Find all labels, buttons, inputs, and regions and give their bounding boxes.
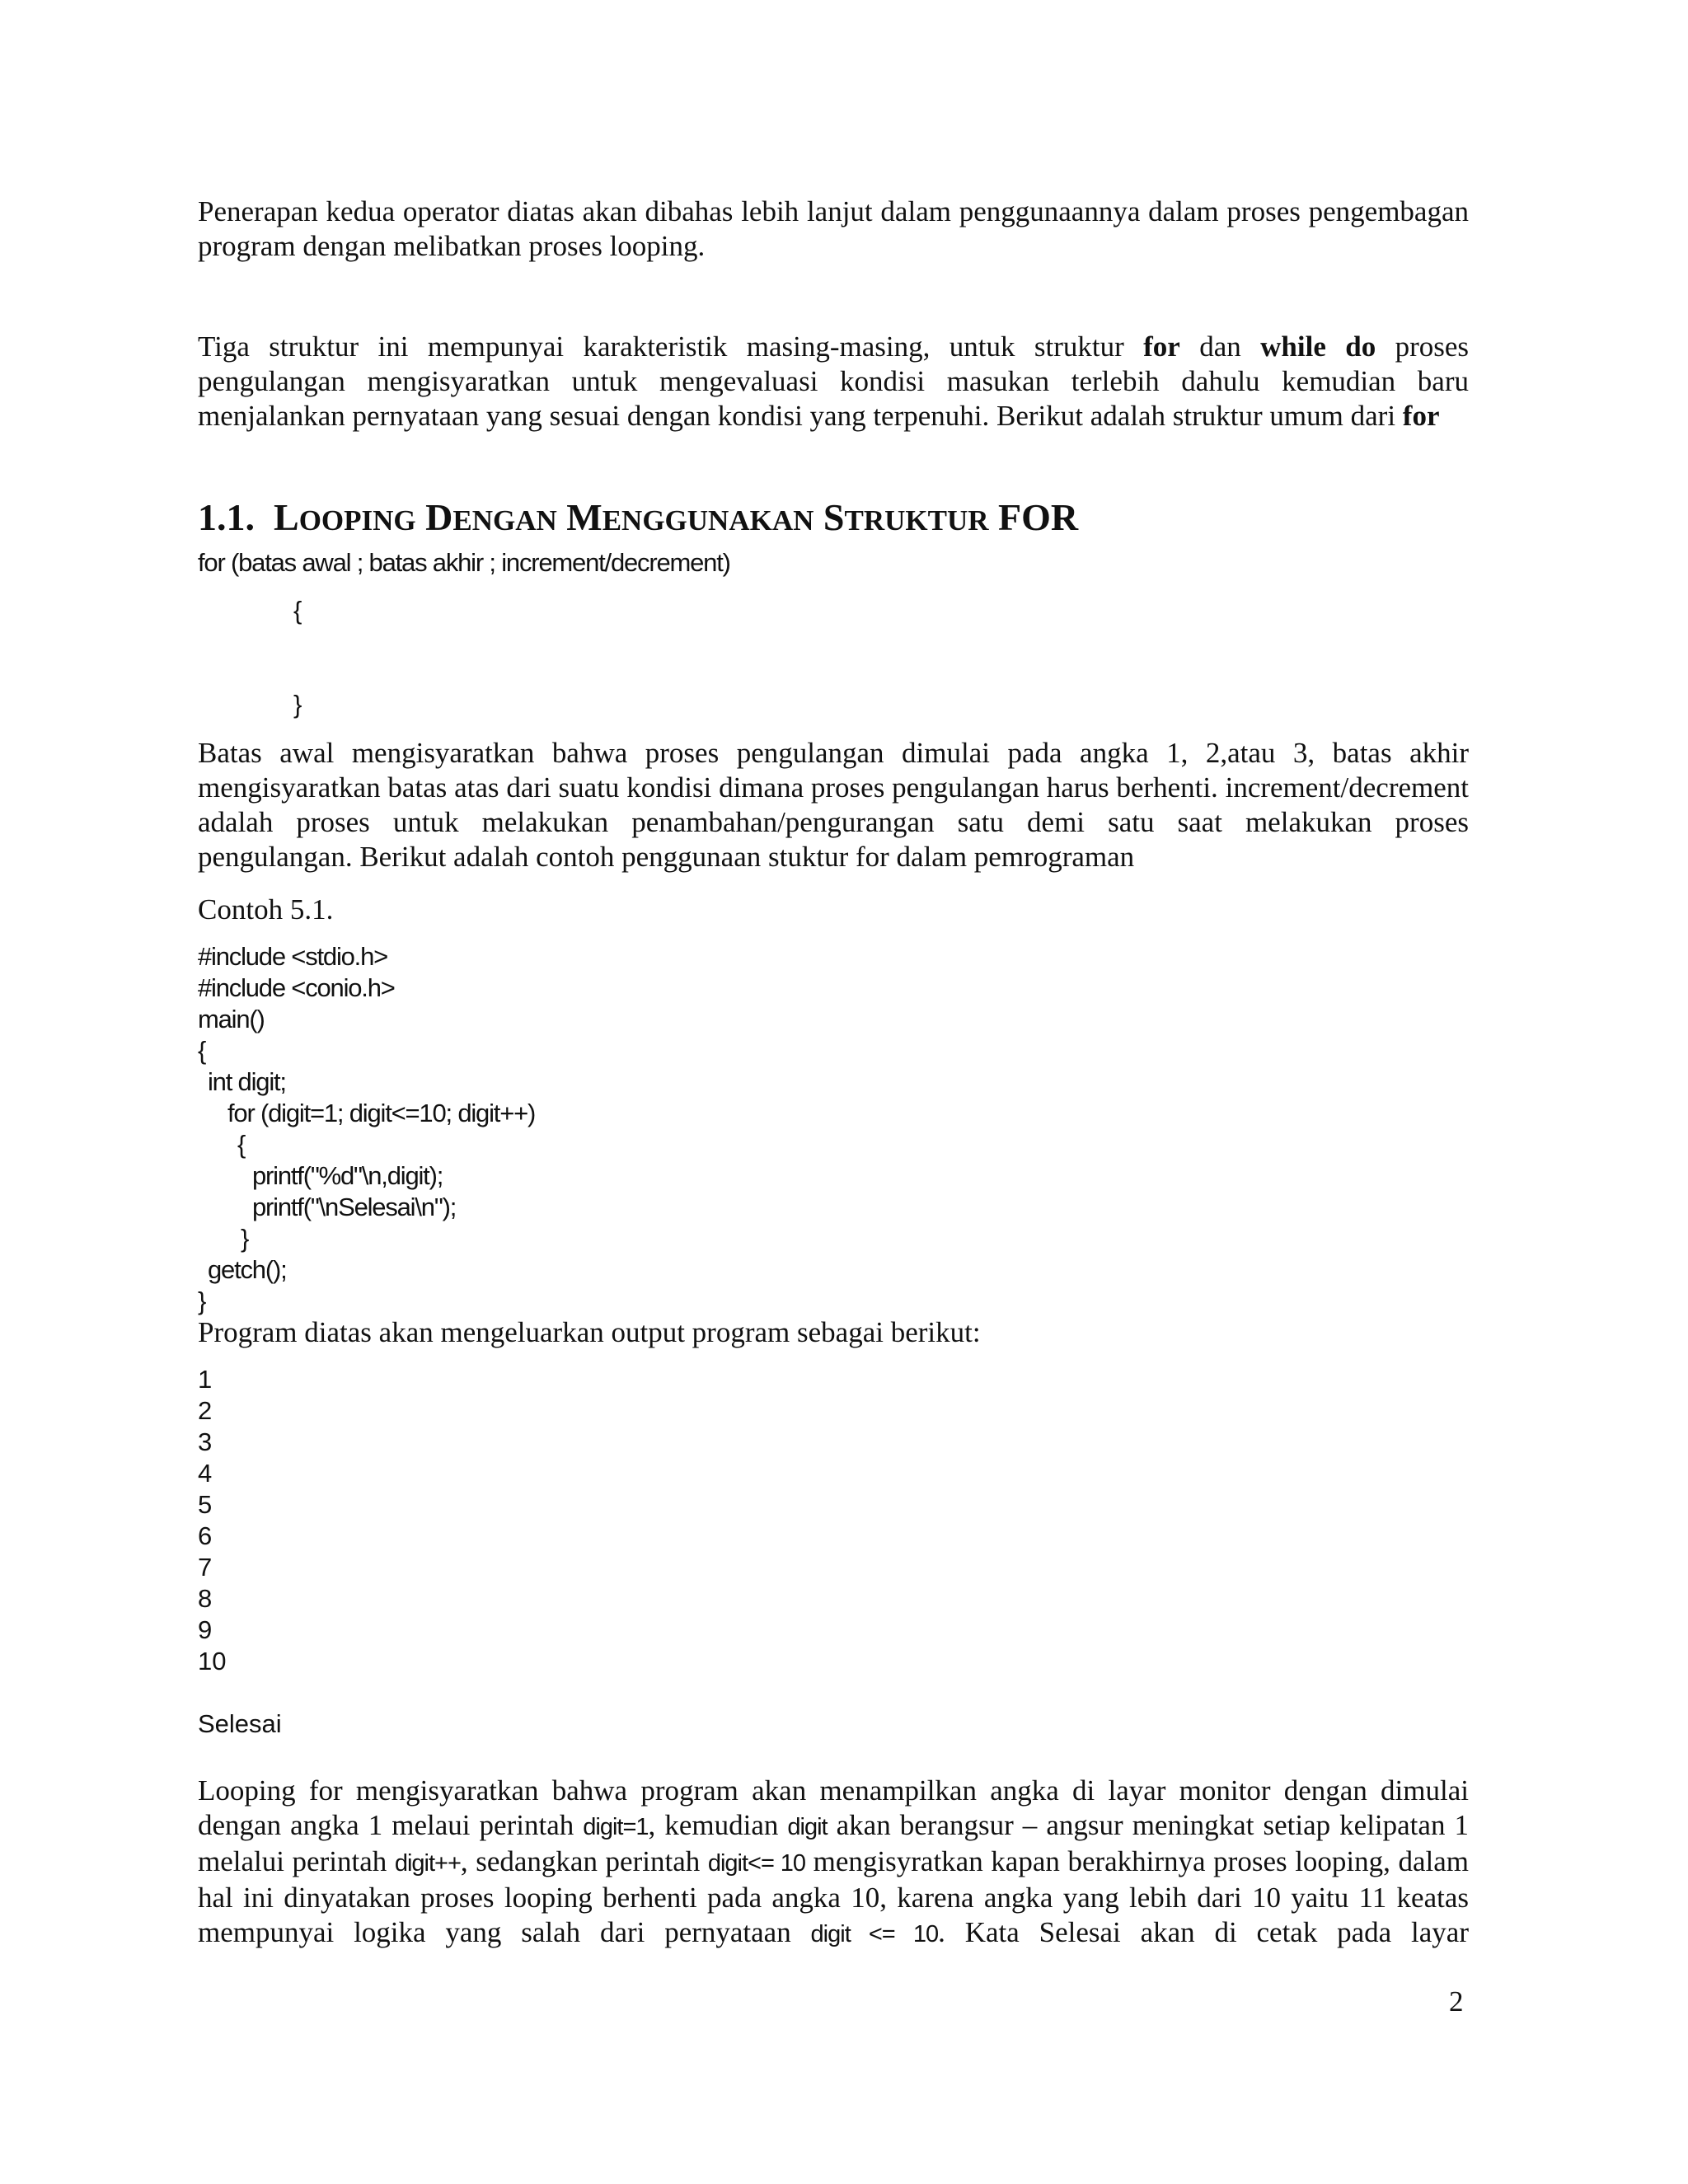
code-line: printf("\nSelesai\n");	[252, 1193, 457, 1221]
code-line: for (digit=1; digit<=10; digit++)	[227, 1099, 536, 1127]
keyword-for: for	[1143, 330, 1180, 363]
output-line: 5	[198, 1490, 213, 1519]
structures-text-1: Tiga struktur ini mempunyai karakteristik masing-masing, untuk struktur	[198, 330, 1144, 363]
output-line: 4	[198, 1459, 213, 1488]
syntax-close-brace: }	[293, 690, 302, 719]
code-line: {	[198, 1036, 206, 1065]
output-line: 9	[198, 1615, 213, 1644]
structures-paragraph	[198, 330, 1469, 434]
code-line: #include <conio.h>	[198, 973, 395, 1002]
code-line: #include <stdio.h>	[198, 942, 388, 971]
code-line: main()	[198, 1005, 265, 1033]
syntax-open-brace: {	[293, 596, 302, 625]
keyword-for-end: for	[1402, 400, 1440, 432]
heading-word-looping: LOOPING	[274, 496, 416, 538]
heading-word-dengan: DENGAN	[425, 496, 557, 538]
page-number: 2	[1449, 1985, 1464, 2018]
code-line: getch();	[208, 1255, 287, 1284]
output-done: Selesai	[198, 1709, 282, 1738]
example-label: Contoh 5.1.	[198, 893, 334, 926]
structures-text-2: dan	[1179, 330, 1261, 363]
output-line: 8	[198, 1584, 213, 1613]
explanation-paragraph: Batas awal mengisyaratkan bahwa proses pengulangan dimulai pada angka 1, 2,atau 3, batas akhir mengisyaratkan batas atas dari suatu kondisi dimana proses pengulangan harus berhenti. increment/decrement adalah proses untuk melakukan penambahan/pengurangan satu demi satu saat melakukan proses pengulangan. Berikut adalah contoh penggunaan stuktur for dalam pemrograman	[198, 737, 1469, 873]
section-heading	[198, 494, 1078, 544]
output-line: 6	[198, 1521, 213, 1550]
code-digit-le-10-b: digit <= 10	[810, 1921, 939, 1947]
output-line: 1	[198, 1365, 213, 1394]
intro-paragraph: Penerapan kedua operator diatas akan dibahas lebih lanjut dalam penggunaannya dalam proses pengembagan program dengan melibatkan proses looping.	[198, 195, 1469, 262]
output-line: 2	[198, 1396, 213, 1425]
heading-word-struktur: STRUKTUR	[823, 496, 989, 538]
code-line: int digit;	[208, 1067, 286, 1096]
heading-word-for: FOR	[998, 496, 1079, 538]
structures-text-3: proses pengulangan mengisyaratkan untuk mengevaluasi kondisi masukan terlebih dahulu kemudian baru menjalankan pernyataan yang sesuai dengan kondisi yang terpenuhi. Berikut adalah struktur umum dari	[198, 330, 1470, 432]
output-intro: Program diatas akan mengeluarkan output program sebagai berikut:	[198, 1316, 981, 1348]
code-line: }	[198, 1286, 206, 1315]
heading-word-menggunakan: MENGGUNAKAN	[566, 496, 814, 538]
code-digit: digit	[787, 1814, 828, 1840]
section-number: 1.1.	[198, 496, 255, 538]
code-line: printf("%d"\n,digit);	[252, 1161, 443, 1190]
code-digit-increment: digit++	[394, 1850, 461, 1877]
code-line: }	[241, 1224, 249, 1253]
output-line: 3	[198, 1427, 213, 1456]
output-line: 10	[198, 1647, 227, 1675]
output-line: 7	[198, 1553, 213, 1582]
syntax-line: for (batas awal ; batas akhir ; increment/decrement)	[198, 548, 730, 577]
code-digit-le-10: digit<= 10	[707, 1850, 806, 1877]
code-line: {	[237, 1130, 246, 1159]
code-digit-eq-1: digit=1	[583, 1814, 649, 1840]
keyword-while-do: while do	[1260, 330, 1376, 363]
looping-explanation-paragraph: Looping for mengisyaratkan bahwa program akan menampilkan angka di layar monitor dengan dimulai dengan angka 1 melaui perintah digit=1, kemudian digit akan berangsur – angsur meningkat setiap kelipatan 1 melalui perintah digit++, sedangkan perintah digit<= 10 mengisyratkan kapan berakhirnya proses looping, dalam hal ini dinyatakan proses looping berhenti pada angka 10, karena angka yang lebih dari 10 yaitu 11 keatas mempunyai logika yang salah dari pernyataan digit <= 10. Kata Selesai akan di cetak pada layar	[198, 1774, 1470, 1948]
